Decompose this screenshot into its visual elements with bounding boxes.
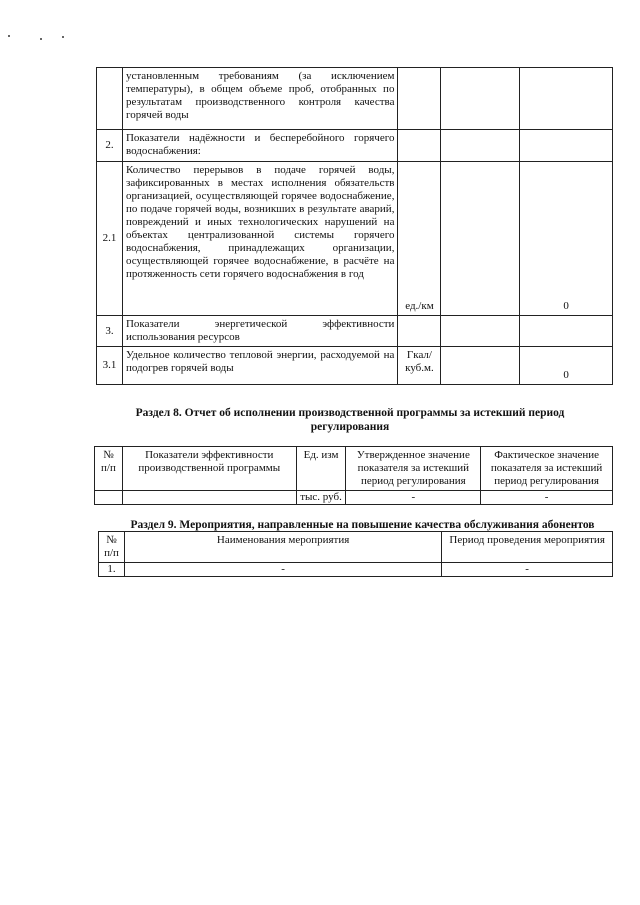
scan-mark bbox=[62, 36, 64, 38]
row-blank bbox=[441, 347, 520, 385]
row-text: Показатели энергетической эффективности использования ресурсов bbox=[122, 316, 397, 347]
row-number: 2.1 bbox=[97, 162, 123, 316]
indicators-table bbox=[96, 67, 613, 385]
section-8-title: Раздел 8. Отчет об исполнении производственной программы за истекший период регулирования bbox=[135, 407, 565, 433]
table-header-row bbox=[95, 447, 613, 491]
row-approved: - bbox=[346, 491, 481, 505]
row-actual: - bbox=[481, 491, 613, 505]
row-number: 3.1 bbox=[97, 347, 123, 385]
row-value: 0 bbox=[520, 347, 613, 385]
row-number bbox=[97, 68, 123, 130]
header-approved: Утвержденное значение показателя за истекший период регулирования bbox=[346, 447, 481, 491]
row-value bbox=[520, 68, 613, 130]
row-number: 2. bbox=[97, 130, 123, 162]
table-row bbox=[97, 347, 613, 385]
section-9-table bbox=[98, 531, 613, 577]
row-unit bbox=[398, 130, 441, 162]
table-row bbox=[97, 162, 613, 316]
row-number: 3. bbox=[97, 316, 123, 347]
table-header-row bbox=[99, 532, 613, 563]
table-row bbox=[95, 491, 613, 505]
row-unit: Гкал/ куб.м. bbox=[398, 347, 441, 385]
table-row bbox=[97, 316, 613, 347]
row-period: - bbox=[442, 563, 613, 577]
section-8-table bbox=[94, 446, 613, 505]
header-name: Наименования мероприятия bbox=[124, 532, 441, 563]
table-row bbox=[99, 563, 613, 577]
row-unit: ед./км bbox=[398, 162, 441, 316]
table-row bbox=[97, 68, 613, 130]
row-blank bbox=[441, 130, 520, 162]
row-number: 1. bbox=[99, 563, 125, 577]
table-row bbox=[97, 130, 613, 162]
row-blank bbox=[441, 162, 520, 316]
row-text: установленным требованиям (за исключением температуры), в общем объеме проб, отобранных по результатам производственного контроля качества горячей воды bbox=[122, 68, 397, 130]
scan-mark bbox=[8, 35, 10, 37]
header-period: Период проведения мероприятия bbox=[442, 532, 613, 563]
row-unit: тыс. руб. bbox=[296, 491, 346, 505]
header-number: № п/п bbox=[99, 532, 125, 563]
header-indicator: Показатели эффективности производственной программы bbox=[122, 447, 296, 491]
row-text: Показатели надёжности и бесперебойного горячего водоснабжения: bbox=[122, 130, 397, 162]
section-9-title: Раздел 9. Мероприятия, направленные на повышение качества обслуживания абонентов bbox=[130, 519, 595, 531]
row-text: Удельное количество тепловой энергии, расходуемой на подогрев горячей воды bbox=[122, 347, 397, 385]
header-unit: Ед. изм bbox=[296, 447, 346, 491]
row-value bbox=[520, 316, 613, 347]
row-value bbox=[520, 130, 613, 162]
row-blank bbox=[441, 68, 520, 130]
row-blank bbox=[441, 316, 520, 347]
scan-mark bbox=[40, 38, 42, 40]
header-number: № п/п bbox=[95, 447, 123, 491]
row-value: 0 bbox=[520, 162, 613, 316]
header-actual: Фактическое значение показателя за истекший период регулирования bbox=[481, 447, 613, 491]
row-name: - bbox=[124, 563, 441, 577]
row-unit bbox=[398, 316, 441, 347]
row-text: Количество перерывов в подаче горячей воды, зафиксированных в местах исполнения обязательств организацией, осуществляющей горячее водоснабжение, по подаче горячей воды, возникших в результате аварий, повреждений и иных технологических нарушений на объектах централизованной системы горячего водоснабжения, принадлежащих организации, осуществляющей горячее водоснабжение, в расчёте на протяженность сети горячего водоснабжения в год bbox=[122, 162, 397, 316]
row-number bbox=[95, 491, 123, 505]
row-unit bbox=[398, 68, 441, 130]
row-indicator bbox=[122, 491, 296, 505]
